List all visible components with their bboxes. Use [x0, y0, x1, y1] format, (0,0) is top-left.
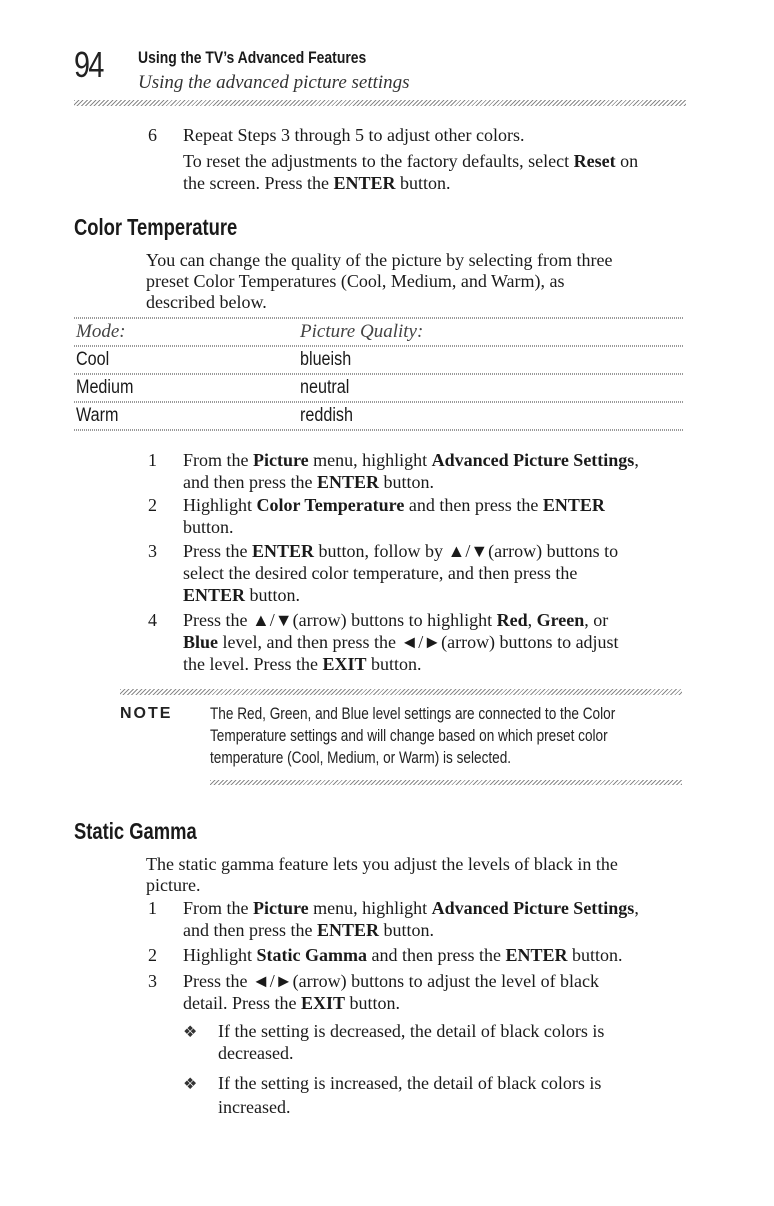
- text-run: button.: [567, 945, 623, 965]
- text-run-bold: Advanced Picture Settings: [431, 898, 635, 918]
- text-run-bold: Advanced Picture Settings: [431, 450, 635, 470]
- text-run: and then press the: [367, 945, 506, 965]
- text-run: button, follow by ▲/▼(arrow) buttons to: [314, 541, 619, 561]
- note-divider-top: [120, 689, 682, 695]
- step-number: 3: [148, 541, 157, 561]
- step-number: 2: [148, 495, 157, 515]
- step-line: [183, 449, 639, 471]
- step-text: Repeat Steps 3 through 5 to adjust other colors.: [183, 125, 525, 145]
- table-header-row: [74, 317, 684, 345]
- note-line: The Red, Green, and Blue level settings are connected to the Color: [210, 704, 616, 723]
- text-run-bold: Color Temperature: [256, 495, 405, 515]
- intro-line: The static gamma feature lets you adjust the levels of black in the: [146, 854, 618, 874]
- text-run: menu, highlight: [308, 898, 432, 918]
- text-run: ,: [527, 610, 537, 630]
- step-line: Press the ◄/►(arrow) buttons to adjust the level of black: [183, 971, 600, 991]
- step-line: [183, 919, 434, 941]
- note-text: [210, 703, 680, 769]
- text-run: button.: [245, 585, 301, 605]
- text-run-bold: Static Gamma: [256, 945, 367, 965]
- text-run-bold: Reset: [573, 151, 616, 171]
- text-run-bold: EXIT: [300, 993, 345, 1013]
- cell-quality: reddish: [300, 405, 353, 426]
- intro-line: preset Color Temperatures (Cool, Medium, and Warm), as: [146, 271, 565, 291]
- header-title: Using the TV’s Advanced Features: [138, 48, 367, 67]
- text-run-bold: ENTER: [183, 585, 246, 605]
- text-run: detail. Press the: [183, 993, 301, 1013]
- cell-mode: Cool: [76, 349, 110, 370]
- text-run-bold: ENTER: [333, 173, 396, 193]
- text-run: menu, highlight: [308, 450, 432, 470]
- text-run: the level. Press the: [183, 654, 323, 674]
- text-run-bold: Red: [496, 610, 528, 630]
- table-row: [74, 401, 684, 429]
- text-run-bold: ENTER: [316, 472, 379, 492]
- cell-quality: blueish: [300, 349, 352, 370]
- step-number: 1: [148, 450, 157, 470]
- text-run: ,: [634, 898, 639, 918]
- text-run: From the: [183, 450, 253, 470]
- header-divider: [74, 100, 686, 106]
- cell-quality: neutral: [300, 377, 350, 398]
- section-heading-color-temperature: Color Temperature: [74, 214, 238, 240]
- text-run: and then press the: [183, 920, 317, 940]
- step-number: 4: [148, 610, 157, 630]
- note-line: temperature (Cool, Medium, or Warm) is selected.: [210, 748, 512, 767]
- bullet-line: If the setting is increased, the detail of black colors is: [218, 1073, 602, 1093]
- step-line: [183, 540, 618, 562]
- text-run: button.: [395, 173, 451, 193]
- text-run: From the: [183, 898, 253, 918]
- text-run-bold: Picture: [253, 898, 309, 918]
- text-run: Press the ▲/▼(arrow) buttons to highlight: [183, 610, 497, 630]
- color-temperature-table: [74, 317, 684, 429]
- text-run: , or: [584, 610, 609, 630]
- table-rule: [74, 429, 684, 431]
- step-number: 3: [148, 971, 157, 991]
- text-run-bold: EXIT: [322, 654, 367, 674]
- diamond-bullet-icon: ❖: [183, 1024, 198, 1041]
- bullet-line: decreased.: [218, 1043, 294, 1063]
- text-run: Highlight: [183, 495, 257, 515]
- text-run: Highlight: [183, 945, 257, 965]
- step-line: [183, 653, 422, 675]
- step-line: [183, 631, 619, 653]
- cell-mode: Warm: [76, 405, 119, 426]
- cell-mode: Medium: [76, 377, 134, 398]
- text-run: button.: [366, 654, 422, 674]
- text-run: button.: [378, 472, 434, 492]
- table-row: [74, 373, 684, 401]
- intro-line: picture.: [146, 875, 201, 895]
- text-run: and then press the: [183, 472, 317, 492]
- bullet-line: increased.: [218, 1097, 291, 1117]
- step-line: [183, 494, 605, 516]
- note-label: NOTE: [120, 705, 173, 722]
- text-run-bold: ENTER: [252, 541, 315, 561]
- step-line: button.: [183, 517, 234, 537]
- step-line: [183, 471, 434, 493]
- text-run: and then press the: [404, 495, 543, 515]
- column-header-picture-quality: Picture Quality:: [300, 321, 424, 342]
- reset-instruction-line: [183, 172, 450, 194]
- reset-instruction-line: [183, 150, 638, 172]
- text-run: button.: [378, 920, 434, 940]
- table-row: [74, 345, 684, 373]
- intro-line: described below.: [146, 292, 267, 312]
- step-number: 2: [148, 945, 157, 965]
- text-run: Press the: [183, 541, 252, 561]
- step-line: [183, 992, 400, 1014]
- text-run: the screen. Press the: [183, 173, 334, 193]
- text-run: ,: [634, 450, 639, 470]
- section-heading-static-gamma: Static Gamma: [74, 818, 197, 844]
- step-number: 1: [148, 898, 157, 918]
- step-number: 6: [148, 125, 157, 145]
- text-run: To reset the adjustments to the factory defaults, select: [183, 151, 574, 171]
- text-run-bold: Blue: [183, 632, 219, 652]
- text-run-bold: ENTER: [542, 495, 605, 515]
- note-divider-bottom: [210, 780, 682, 785]
- text-run: level, and then press the ◄/►(arrow) buttons to adjust: [218, 632, 619, 652]
- step-line: [183, 584, 300, 606]
- intro-line: You can change the quality of the picture by selecting from three: [146, 250, 613, 270]
- step-line: select the desired color temperature, and then press the: [183, 563, 578, 583]
- header-subtitle: Using the advanced picture settings: [138, 72, 410, 93]
- step-line: [183, 944, 623, 966]
- step-line: [183, 897, 639, 919]
- step-line: [183, 609, 608, 631]
- text-run-bold: ENTER: [505, 945, 568, 965]
- text-run-bold: Green: [536, 610, 585, 630]
- page-number: 94: [74, 44, 103, 85]
- text-run: on: [615, 151, 639, 171]
- column-header-mode: Mode:: [76, 321, 126, 342]
- text-run-bold: Picture: [253, 450, 309, 470]
- bullet-line: If the setting is decreased, the detail of black colors is: [218, 1021, 605, 1041]
- diamond-bullet-icon: ❖: [183, 1076, 198, 1093]
- text-run-bold: ENTER: [316, 920, 379, 940]
- text-run: button.: [345, 993, 401, 1013]
- note-line: Temperature settings and will change based on which preset color: [210, 726, 608, 745]
